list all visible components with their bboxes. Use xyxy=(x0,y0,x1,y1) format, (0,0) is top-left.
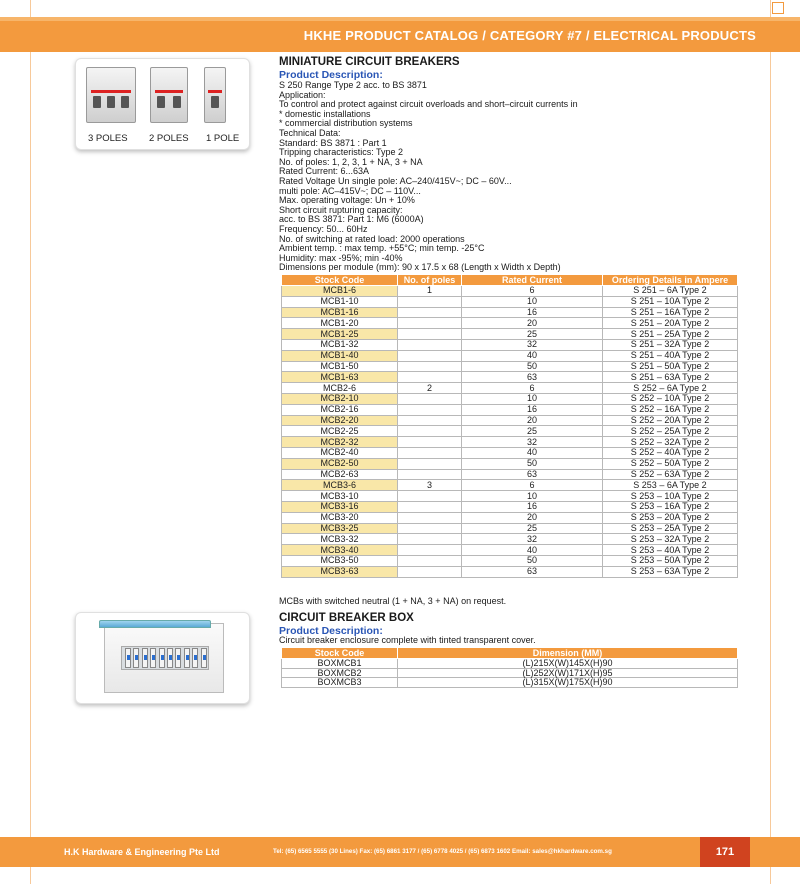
mcb-product-photo xyxy=(75,58,250,150)
table-row xyxy=(282,512,738,523)
table-cell: 40 xyxy=(462,350,603,361)
table-cell: S 251 – 16A Type 2 xyxy=(603,307,738,318)
table-cell xyxy=(398,307,462,318)
table-cell: 32 xyxy=(462,437,603,448)
three-pole-breaker-image xyxy=(86,67,136,123)
mcb-table-header xyxy=(282,275,738,286)
table-cell: 16 xyxy=(462,404,603,415)
table-cell: S 251 – 20A Type 2 xyxy=(603,318,738,329)
table-cell: 50 xyxy=(462,555,603,566)
table-cell: MCB1-16 xyxy=(282,307,398,318)
table-row xyxy=(282,545,738,556)
table-cell: S 252 – 40A Type 2 xyxy=(603,447,738,458)
table-cell: 10 xyxy=(462,296,603,307)
table-cell xyxy=(398,372,462,383)
description-line: Frequency: 50... 60Hz xyxy=(279,223,368,234)
table-cell: S 252 – 10A Type 2 xyxy=(603,393,738,404)
table-row xyxy=(282,339,738,350)
table-cell: 6 xyxy=(462,480,603,491)
table-cell: S 251 – 10A Type 2 xyxy=(603,296,738,307)
table-cell: 6 xyxy=(462,383,603,394)
table-row xyxy=(282,393,738,404)
table-cell: S 253 – 40A Type 2 xyxy=(603,545,738,556)
table-cell: 16 xyxy=(462,501,603,512)
table-cell: MCB2-50 xyxy=(282,458,398,469)
right-edge-line xyxy=(770,0,771,884)
table-row xyxy=(282,458,738,469)
pole-label-1: 1 POLE xyxy=(206,133,240,144)
table-row xyxy=(282,415,738,426)
description-line: Tripping characteristics: Type 2 xyxy=(279,147,404,158)
table-cell: MCB3-10 xyxy=(282,491,398,502)
table-cell: MCB2-10 xyxy=(282,393,398,404)
table-row xyxy=(282,534,738,545)
table-cell: MCB3-16 xyxy=(282,501,398,512)
table-cell: 63 xyxy=(462,372,603,383)
description-line: No. of poles: 1, 2, 3, 1 + NA, 3 + NA xyxy=(279,156,423,167)
table-cell: S 253 – 6A Type 2 xyxy=(603,480,738,491)
table-cell: 1 xyxy=(398,286,462,297)
table-cell: S 251 – 6A Type 2 xyxy=(603,286,738,297)
table-cell xyxy=(398,415,462,426)
table-cell: S 251 – 25A Type 2 xyxy=(603,329,738,340)
table-cell: MCB1-32 xyxy=(282,339,398,350)
table-row xyxy=(282,383,738,394)
description-line: Rated Voltage Un single pole: AC–240/415V~; DC – 60V... xyxy=(279,175,512,186)
box-section-title: CIRCUIT BREAKER BOX xyxy=(279,612,414,624)
table-cell: S 252 – 20A Type 2 xyxy=(603,415,738,426)
description-line: Humidity: max -95%; min -40% xyxy=(279,252,403,263)
table-row xyxy=(282,678,738,688)
mcb-note: MCBs with switched neutral (1 + NA, 3 + NA) on request. xyxy=(279,596,507,606)
table-cell: MCB1-6 xyxy=(282,286,398,297)
table-cell: MCB3-50 xyxy=(282,555,398,566)
description-line: Rated Current: 6...63A xyxy=(279,166,370,177)
table-cell: MCB1-25 xyxy=(282,329,398,340)
table-cell: S 252 – 25A Type 2 xyxy=(603,426,738,437)
table-row xyxy=(282,555,738,566)
description-line: Ambient temp. : max temp. +55°C; min temp. -25°C xyxy=(279,243,485,254)
table-cell xyxy=(398,296,462,307)
table-cell xyxy=(398,566,462,577)
table-cell: 63 xyxy=(462,469,603,480)
table-row xyxy=(282,426,738,437)
table-cell: MCB3-25 xyxy=(282,523,398,534)
table-row xyxy=(282,447,738,458)
table-cell: S 253 – 32A Type 2 xyxy=(603,534,738,545)
table-cell: 32 xyxy=(462,339,603,350)
table-cell xyxy=(398,350,462,361)
table-cell: MCB3-63 xyxy=(282,566,398,577)
table-cell: MCB2-6 xyxy=(282,383,398,394)
table-cell: S 251 – 50A Type 2 xyxy=(603,361,738,372)
table-cell: 16 xyxy=(462,307,603,318)
table-cell: 63 xyxy=(462,566,603,577)
table-row xyxy=(282,296,738,307)
table-cell: S 251 – 32A Type 2 xyxy=(603,339,738,350)
table-cell: MCB2-16 xyxy=(282,404,398,415)
table-cell: 50 xyxy=(462,361,603,372)
corner-mark xyxy=(772,2,784,14)
table-cell xyxy=(398,361,462,372)
table-row xyxy=(282,437,738,448)
description-line: acc. to BS 3871: Part 1: M6 (6000A) xyxy=(279,214,424,225)
breaker-box-photo xyxy=(75,612,250,704)
description-line: Standard: BS 3871 : Part 1 xyxy=(279,137,387,148)
mcb-section-subtitle: Product Description: xyxy=(279,69,383,81)
table-cell: MCB1-63 xyxy=(282,372,398,383)
box-table xyxy=(281,647,738,688)
table-cell xyxy=(398,447,462,458)
table-cell: (L)315X(W)175X(H)90 xyxy=(398,678,738,688)
description-line: Max. operating voltage: Un + 10% xyxy=(279,195,415,206)
footer-contact: Tel: (65) 6565 5555 (30 Lines) Fax: (65) 6861 3177 / (65) 6778 4025 / (65) 6873 1602 Email: sales@hkhardware.com.sg xyxy=(273,848,612,855)
table-cell: (L)215X(W)145X(H)90 xyxy=(398,659,738,669)
table-cell: S 253 – 25A Type 2 xyxy=(603,523,738,534)
table-cell: MCB1-10 xyxy=(282,296,398,307)
table-cell: S 252 – 6A Type 2 xyxy=(603,383,738,394)
box-table-header xyxy=(282,648,738,659)
table-cell: MCB3-6 xyxy=(282,480,398,491)
left-edge-line xyxy=(30,0,31,884)
table-cell xyxy=(398,523,462,534)
table-cell: 40 xyxy=(462,447,603,458)
table-cell: 32 xyxy=(462,534,603,545)
breaker-box-image xyxy=(104,623,224,693)
box-section-subtitle: Product Description: xyxy=(279,625,383,637)
table-cell: S 252 – 50A Type 2 xyxy=(603,458,738,469)
table-cell: S 253 – 50A Type 2 xyxy=(603,555,738,566)
table-cell: 25 xyxy=(462,329,603,340)
col-ordering-details: Ordering Details in Ampere xyxy=(603,275,738,286)
table-cell: S 253 – 20A Type 2 xyxy=(603,512,738,523)
description-line: multi pole: AC–415V~; DC – 110V... xyxy=(279,185,421,196)
table-cell: BOXMCB2 xyxy=(282,668,398,678)
col-rated-current: Rated Current xyxy=(462,275,603,286)
table-cell: 10 xyxy=(462,393,603,404)
table-cell: 25 xyxy=(462,426,603,437)
table-cell: BOXMCB3 xyxy=(282,678,398,688)
table-row xyxy=(282,469,738,480)
footer-bar xyxy=(0,837,800,867)
table-cell: MCB2-40 xyxy=(282,447,398,458)
table-cell: S 253 – 63A Type 2 xyxy=(603,566,738,577)
table-cell: MCB2-20 xyxy=(282,415,398,426)
table-row xyxy=(282,566,738,577)
table-row xyxy=(282,404,738,415)
table-row xyxy=(282,480,738,491)
description-line: S 250 Range Type 2 acc. to BS 3871 xyxy=(279,80,427,90)
table-row xyxy=(282,329,738,340)
table-cell xyxy=(398,491,462,502)
table-cell xyxy=(398,469,462,480)
table-cell: 20 xyxy=(462,415,603,426)
table-cell: 40 xyxy=(462,545,603,556)
table-cell xyxy=(398,458,462,469)
description-line: Short circuit rupturing capacity: xyxy=(279,204,403,215)
table-row xyxy=(282,307,738,318)
table-cell: S 251 – 63A Type 2 xyxy=(603,372,738,383)
box-col-stock-code: Stock Code xyxy=(282,648,398,659)
table-cell xyxy=(398,393,462,404)
col-stock-code: Stock Code xyxy=(282,275,398,286)
box-description: Circuit breaker enclosure complete with tinted transparent cover. xyxy=(279,635,536,645)
pole-label-3: 3 POLES xyxy=(88,133,128,144)
table-cell: MCB3-32 xyxy=(282,534,398,545)
table-cell: 2 xyxy=(398,383,462,394)
description-line: No. of switching at rated load: 2000 operations xyxy=(279,233,465,244)
table-cell xyxy=(398,339,462,350)
table-cell xyxy=(398,318,462,329)
mcb-description xyxy=(279,81,578,273)
table-row xyxy=(282,668,738,678)
table-cell: MCB2-32 xyxy=(282,437,398,448)
pole-label-2: 2 POLES xyxy=(149,133,189,144)
table-cell: S 253 – 16A Type 2 xyxy=(603,501,738,512)
table-cell: 3 xyxy=(398,480,462,491)
footer-company: H.K Hardware & Engineering Pte Ltd xyxy=(64,847,220,857)
box-col-dimension: Dimension (MM) xyxy=(398,648,738,659)
description-line: * commercial distribution systems xyxy=(279,118,413,129)
table-cell: (L)252X(W)171X(H)95 xyxy=(398,668,738,678)
table-cell xyxy=(398,545,462,556)
catalog-title: HKHE PRODUCT CATALOG / CATEGORY #7 / ELECTRICAL PRODUCTS xyxy=(303,28,756,43)
table-cell xyxy=(398,534,462,545)
table-cell: MCB3-20 xyxy=(282,512,398,523)
table-cell xyxy=(398,426,462,437)
table-cell: MCB2-63 xyxy=(282,469,398,480)
mcb-table xyxy=(281,274,738,578)
table-cell xyxy=(398,555,462,566)
table-row xyxy=(282,286,738,297)
header-bar xyxy=(0,17,800,52)
table-cell: S 252 – 16A Type 2 xyxy=(603,404,738,415)
table-cell: 20 xyxy=(462,318,603,329)
description-line: Technical Data: xyxy=(279,127,341,138)
table-cell: 25 xyxy=(462,523,603,534)
description-line: * domestic installations xyxy=(279,108,371,119)
col-no-of-poles: No. of poles xyxy=(398,275,462,286)
table-row xyxy=(282,372,738,383)
table-cell: S 252 – 63A Type 2 xyxy=(603,469,738,480)
table-cell xyxy=(398,437,462,448)
table-row xyxy=(282,318,738,329)
table-cell: MCB2-25 xyxy=(282,426,398,437)
table-cell: MCB1-50 xyxy=(282,361,398,372)
description-line: Dimensions per module (mm): 90 x 17.5 x 68 (Length x Width x Depth) xyxy=(279,262,561,273)
description-line: To control and protect against circuit overloads and short–circuit currents in xyxy=(279,99,578,110)
table-cell xyxy=(398,512,462,523)
table-cell: MCB1-40 xyxy=(282,350,398,361)
description-line: Application: xyxy=(279,89,326,100)
table-row xyxy=(282,523,738,534)
table-cell: S 252 – 32A Type 2 xyxy=(603,437,738,448)
mcb-section-title: MINIATURE CIRCUIT BREAKERS xyxy=(279,56,460,68)
table-row xyxy=(282,350,738,361)
table-row xyxy=(282,361,738,372)
table-cell: 50 xyxy=(462,458,603,469)
table-cell: BOXMCB1 xyxy=(282,659,398,669)
table-row xyxy=(282,491,738,502)
two-pole-breaker-image xyxy=(150,67,188,123)
table-cell xyxy=(398,329,462,340)
table-cell: S 253 – 10A Type 2 xyxy=(603,491,738,502)
table-cell: 6 xyxy=(462,286,603,297)
table-cell: 20 xyxy=(462,512,603,523)
page-number: 171 xyxy=(700,837,750,867)
table-cell xyxy=(398,501,462,512)
table-cell xyxy=(398,404,462,415)
table-cell: S 251 – 40A Type 2 xyxy=(603,350,738,361)
table-row xyxy=(282,501,738,512)
table-cell: MCB1-20 xyxy=(282,318,398,329)
table-row xyxy=(282,659,738,669)
table-cell: MCB3-40 xyxy=(282,545,398,556)
table-cell: 10 xyxy=(462,491,603,502)
one-pole-breaker-image xyxy=(204,67,226,123)
